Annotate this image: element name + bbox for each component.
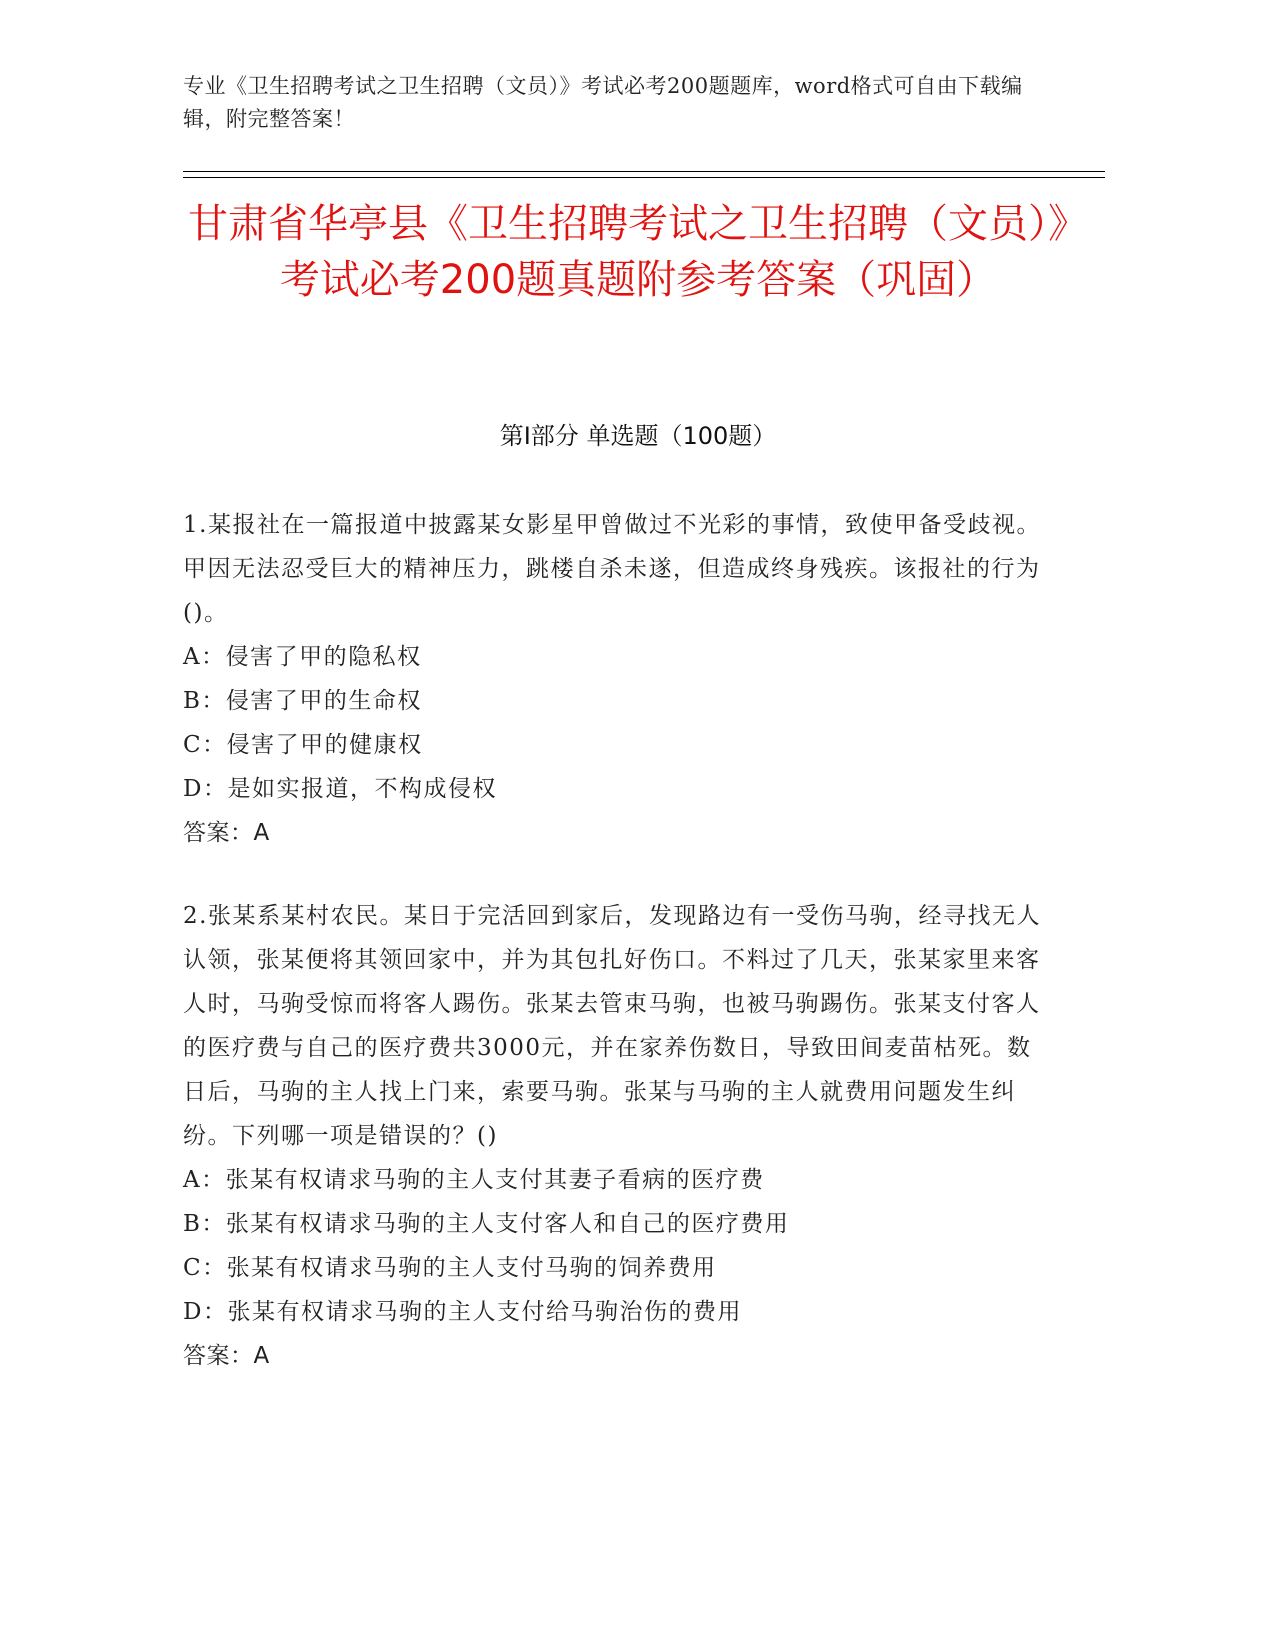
header-divider-top	[183, 171, 1105, 172]
answer: 答案：A	[183, 1343, 270, 1369]
question-1	[183, 503, 1043, 855]
option-a: A：侵害了甲的隐私权	[183, 644, 422, 670]
question-stem: 1.某报社在一篇报道中披露某女影星甲曾做过不光彩的事情，致使甲备受歧视。甲因无法忍受巨大的精神压力，跳楼自杀未遂，但造成终身残疾。该报社的行为()。	[183, 512, 1041, 626]
option-b: B：侵害了甲的生命权	[183, 688, 422, 714]
header-note: 专业《卫生招聘考试之卫生招聘（文员）》考试必考200题题库，word格式可自由下载编辑，附完整答案！	[183, 74, 1023, 131]
option-d: D：是如实报道，不构成侵权	[183, 776, 497, 802]
option-d: D：张某有权请求马驹的主人支付给马驹治伤的费用	[183, 1299, 742, 1325]
answer: 答案：A	[183, 820, 270, 846]
option-a: A：张某有权请求马驹的主人支付其妻子看病的医疗费	[183, 1167, 765, 1193]
question-2	[183, 894, 1043, 1378]
question-stem: 2.张某系某村农民。某日于完活回到家后，发现路边有一受伤马驹，经寻找无人认领，张某便将其领回家中，并为其包扎好伤口。不料过了几天，张某家里来客人时，马驹受惊而将客人踢伤。张某去管束马驹，也被马驹踢伤。张某支付客人的医疗费与自己的医疗费共3000元，并在家养伤数日，导致田间麦苗枯死。数日后，马驹的主人找上门来，索要马驹。张某与马驹的主人就费用问题发生纠纷。下列哪一项是错误的？()	[183, 903, 1041, 1149]
document-title: 甘肃省华亭县《卫生招聘考试之卫生招聘（文员）》考试必考200题真题附参考答案（巩固）	[188, 201, 1088, 303]
header-divider-bottom	[183, 177, 1105, 178]
option-c: C：张某有权请求马驹的主人支付马驹的饲养费用	[183, 1255, 717, 1281]
section-title: 第Ⅰ部分 单选题（100题）	[499, 422, 777, 450]
option-b: B：张某有权请求马驹的主人支付客人和自己的医疗费用	[183, 1211, 790, 1237]
option-c: C：侵害了甲的健康权	[183, 732, 423, 758]
